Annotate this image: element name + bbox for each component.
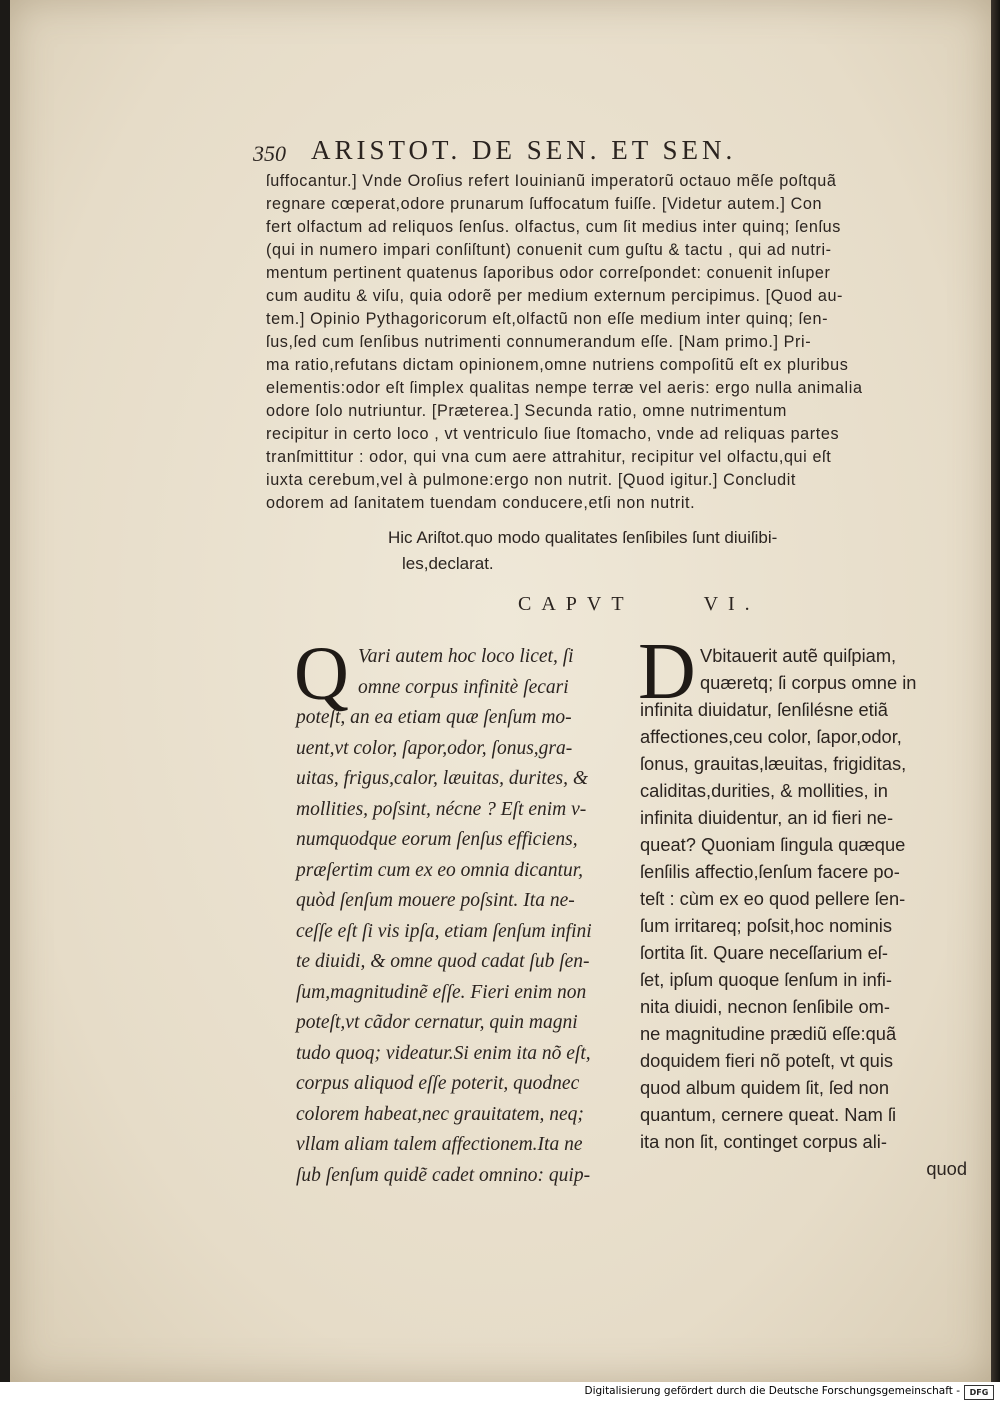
right-line: ſortita ſit. Quare neceſſarium eſ- (640, 942, 888, 963)
right-line: ſenſilis affectio,ſenſum facere po- (640, 861, 900, 882)
right-line: nita diuidi, necnon ſenſibile om- (640, 996, 890, 1017)
right-line: caliditas,durities, & mollities, in (640, 780, 888, 801)
summary-line: les,declarat. (402, 554, 494, 573)
left-line: tudo quoq; videatur.Si enim ita nõ eſt, (296, 1042, 591, 1064)
commentary-line: recipitur in certo loco , vt ventriculo ſiue ſtomacho, vnde ad reliquas partes (266, 425, 840, 443)
right-line: quantum, cernere queat. Nam ſi (640, 1104, 897, 1125)
right-line: doquidem fieri nõ poteſt, vt quis (640, 1050, 894, 1071)
dropcap-left: Q (294, 632, 349, 716)
right-line: ſum irritareq; poſsit,hoc nominis (640, 915, 892, 936)
right-line: quod album quidem ſit, ſed non (640, 1077, 889, 1098)
dropcap-right: D (638, 628, 696, 716)
commentary-line: ſus,ſed cum ſenſibus nutrimenti connumerandum eſſe. [Nam primo.] Pri- (266, 333, 812, 351)
right-line: teſt : cùm ex eo quod pellere ſen- (640, 888, 906, 909)
left-line: numquodque eorum ſenſus efficiens, (296, 829, 578, 850)
right-column-roman (640, 642, 975, 1182)
commentary-line: ma ratio,refutans dictam opinionem,omne nutriens compoſitũ eſt ex pluribus (266, 356, 849, 374)
page-number: 350 (253, 141, 286, 166)
scanned-page (10, 0, 991, 1382)
commentary-line: odore ſolo nutriuntur. [Præterea.] Secunda ratio, omne nutrimentum (266, 402, 787, 420)
dfg-logo-icon: DFG (964, 1385, 994, 1400)
left-line: mollities, poſsint, nécne ? Eſt enim v- (296, 798, 587, 820)
left-line: colorem habeat,nec grauitatem, neq; (296, 1103, 584, 1125)
commentary-line: iuxta cerebum,vel à pulmone:ergo non nutrit. [Quod igitur.] Concludit (266, 471, 796, 489)
left-line: præſertim cum ex eo omnia dicantur, (296, 859, 584, 881)
left-line: ceſſe eſt ſi vis ipſa, etiam ſenſum infini (296, 920, 592, 942)
right-line: ſet, ipſum quoque ſenſum in infi- (640, 969, 893, 990)
summary-line: Hic Ariſtot.quo modo qualitates ſenſibiles ſunt diuiſibi- (388, 528, 778, 547)
commentary-line: odorem ad ſanitatem tuendam conducere,etſi non nutrit. (266, 494, 696, 512)
page-header (253, 135, 873, 175)
commentary-line: tranſmittitur : odor, qui vna cum aere attrahitur, recipitur vel olfactu,qui eſt (266, 448, 832, 466)
left-line: corpus aliquod eſſe poterit, quodnec (296, 1073, 580, 1094)
right-line: affectiones,ceu color, ſapor,odor, (640, 726, 902, 747)
right-line: ita non ſit, continget corpus ali- (640, 1131, 887, 1152)
commentary-line: mentum pertinent quatenus ſaporibus odor correſpondet: conuenit inſuper (266, 264, 831, 282)
commentary-line: elementis:odor eſt ſimplex qualitas nempe terræ vel aeris: ergo nulla animalia (266, 379, 863, 397)
commentary-line: (qui in numero impari conſiſtunt) conuenit cum guſtu & tactu , qui ad nutri- (266, 241, 832, 259)
left-line: uitas, frigus,calor, læuitas, durites, & (296, 768, 588, 789)
left-line: poteſt,vt cãdor cernatur, quin magni (296, 1012, 578, 1033)
left-line: vllam aliam talem affectionem.Ita ne (296, 1134, 583, 1155)
right-line: infinita diuidentur, an id fieri ne- (640, 807, 894, 828)
left-column-italic (296, 642, 631, 1191)
right-line: ne magnitudine prædiũ eſſe:quã (640, 1023, 897, 1044)
commentary-line: regnare cœperat,odore prunarum ſuffocatum fuiſſe. [Videtur autem.] Con (266, 195, 823, 213)
chapter-summary (388, 525, 888, 577)
running-title: ARISTOT. DE SEN. ET SEN. (311, 135, 737, 165)
catchword: quod (926, 1158, 967, 1179)
left-line: quòd ſenſum mouere poſsint. Ita ne- (296, 890, 575, 911)
right-line: queat? Quoniam ſingula quæque (640, 834, 906, 855)
left-line: omne corpus infinitè ſecari (358, 676, 569, 698)
left-line: ſub ſenſum quidẽ cadet omnino: quip- (296, 1164, 591, 1186)
footer-bar (0, 1382, 1000, 1402)
chapter-number: VI. (703, 593, 760, 615)
right-line: Vbitauerit autẽ quiſpiam, (700, 645, 897, 666)
left-line: Vari autem hoc loco licet, ſi (358, 646, 574, 667)
chapter-heading (518, 593, 760, 616)
commentary-line: tem.] Opinio Pythagoricorum eſt,olfactũ non eſſe medium inter quinq; ſen- (266, 310, 829, 328)
chapter-label: CAPVT (518, 593, 634, 615)
commentary-line: cum auditu & viſu, quia odorẽ per medium externum percipimus. [Quod au- (266, 287, 844, 305)
right-line: ſonus, grauitas,læuitas, frigiditas, (640, 753, 907, 774)
commentary-line: ſuffocantur.] Vnde Oroſius refert Iouinianũ imperatorũ octauo mẽſe poſtquã (266, 172, 837, 190)
left-line: ſum,magnitudinẽ eſſe. Fieri enim non (296, 981, 587, 1003)
left-line: uent,vt color, ſapor,odor, ſonus,gra- (296, 737, 573, 759)
right-line: infinita diuidatur, ſenſilésne etiã (640, 699, 888, 720)
commentary-line: fert olfactum ad reliquos ſenſus. olfactus, cum ſit medius inter quinq; ſenſus (266, 218, 841, 236)
left-line: te diuidi, & omne quod cadat ſub ſen- (296, 951, 590, 972)
book-edge (991, 0, 1000, 1382)
right-line: quæretq; ſi corpus omne in (700, 672, 917, 693)
funding-notice: Digitalisierung gefördert durch die Deutsche Forschungsgemeinschaft - (584, 1385, 960, 1397)
commentary-block (266, 170, 968, 515)
left-line: poteſt, an ea etiam quæ ſenſum mo- (296, 707, 572, 728)
